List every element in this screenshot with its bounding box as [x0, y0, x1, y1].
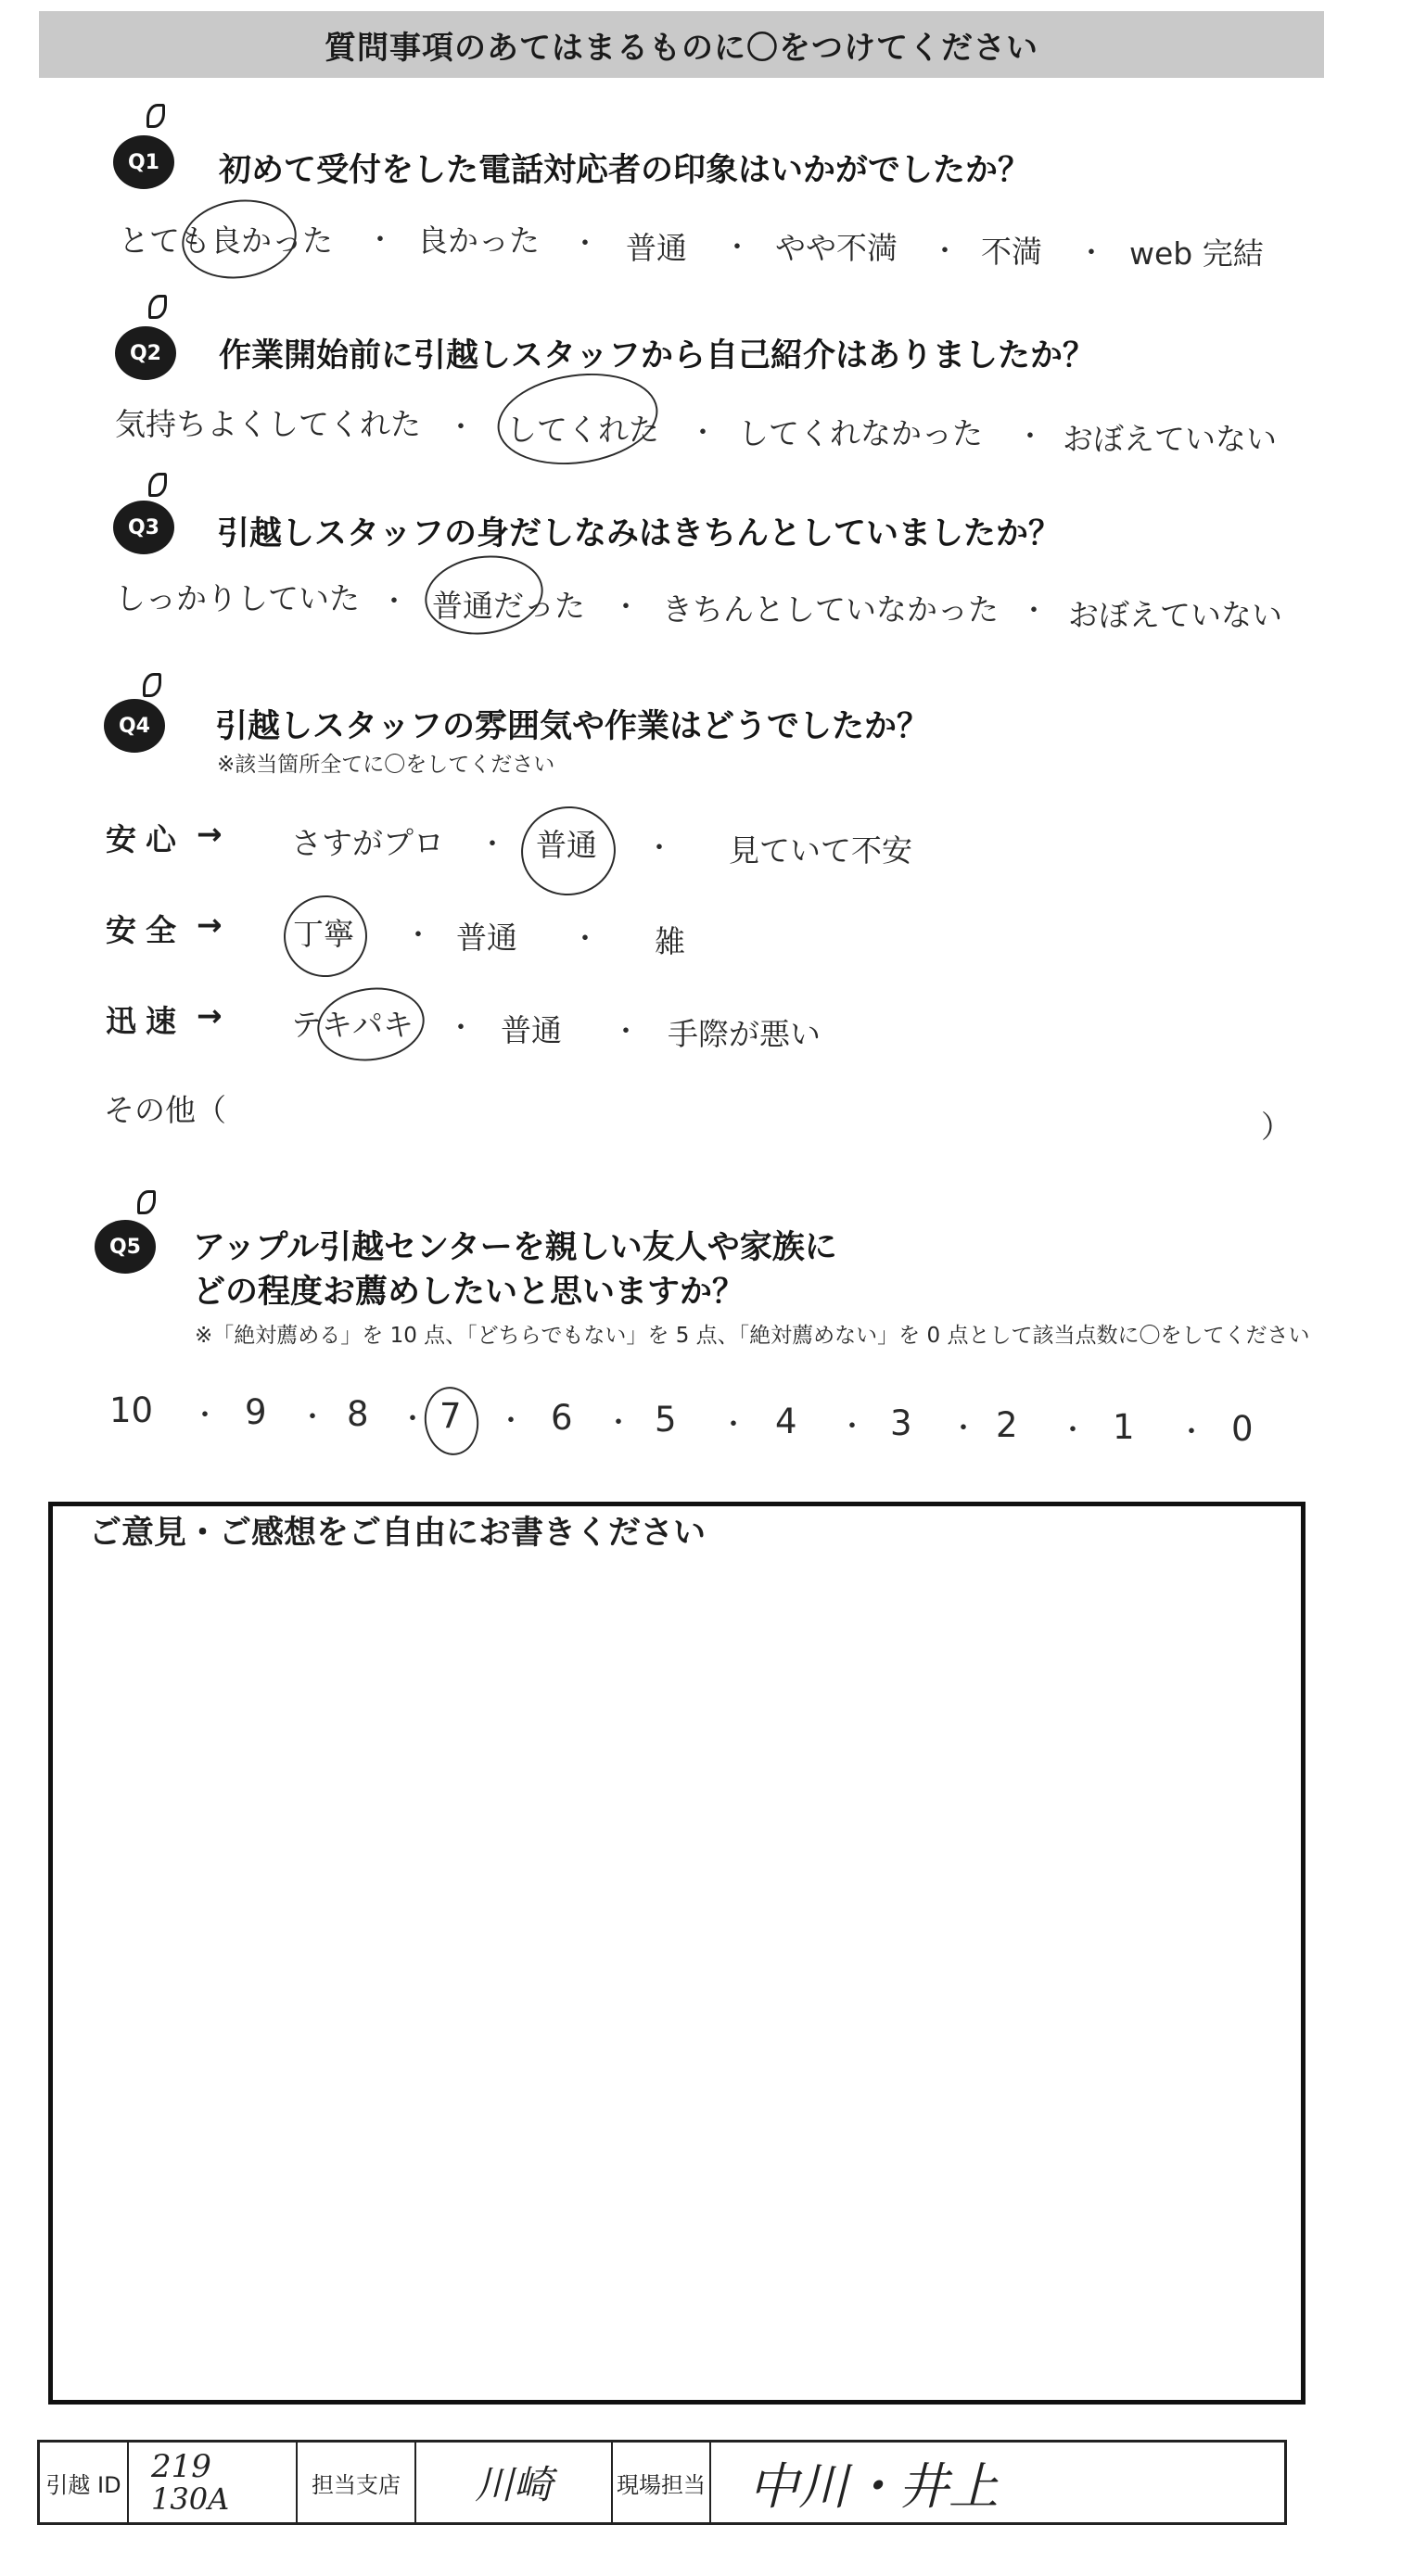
q3-option-1[interactable]: しっかりしていた — [115, 580, 360, 616]
q5-score-3[interactable]: 3 — [890, 1403, 912, 1443]
separator: ・ — [720, 1409, 747, 1441]
q4-anzen-answer-circle — [278, 890, 372, 983]
separator: ・ — [380, 586, 408, 618]
branch-value[interactable]: 川崎 — [416, 2443, 613, 2522]
q3-answer-circle — [420, 549, 548, 642]
q1-question: 初めて受付をした電話対応者の印象はいかがでしたか？ — [219, 152, 1031, 189]
q5-score-8[interactable]: 8 — [347, 1394, 369, 1434]
q2-answer-circle — [491, 363, 664, 474]
q2-option-3[interactable]: してくれなかった — [738, 415, 983, 451]
separator: ・ — [1178, 1416, 1205, 1449]
q1-option-5[interactable]: 不満 — [981, 234, 1042, 270]
q1-option-4[interactable]: やや不満 — [775, 230, 898, 266]
apple-leaf-icon — [146, 104, 165, 128]
q5-score-1[interactable]: 1 — [1113, 1407, 1135, 1447]
apple-leaf-icon — [148, 473, 167, 497]
q1-option-1[interactable]: とても良かった — [119, 222, 333, 259]
separator: ・ — [571, 228, 599, 260]
move-id-value[interactable]: 219 130A — [129, 2443, 298, 2522]
q4-badge: Q4 — [104, 699, 165, 753]
separator: ・ — [497, 1405, 525, 1438]
q1-answer-circle — [177, 193, 301, 286]
separator: ・ — [447, 1012, 475, 1045]
separator: ・ — [838, 1411, 866, 1443]
footer-table — [37, 2440, 1287, 2525]
q5-score-6[interactable]: 6 — [551, 1398, 573, 1438]
q5-score-0[interactable]: 0 — [1231, 1409, 1254, 1449]
q4-anzen-option-1[interactable]: 丁寧 — [293, 916, 354, 952]
arrow-icon: → — [197, 816, 223, 852]
q4-jinsoku-option-3[interactable]: 手際が悪い — [668, 1016, 821, 1052]
separator: ・ — [723, 232, 751, 264]
separator: ・ — [404, 920, 432, 952]
separator: ・ — [931, 235, 959, 268]
branch-label: 担当支店 — [298, 2443, 416, 2522]
q4-anzen-option-3[interactable]: 雑 — [655, 923, 685, 959]
q1-option-3[interactable]: 普通 — [626, 230, 687, 266]
q4-question: 引越しスタッフの雰囲気や作業はどうでしたか？ — [215, 708, 930, 745]
separator: ・ — [447, 412, 475, 444]
q5-badge: Q5 — [95, 1220, 156, 1274]
q4-anshin-option-1[interactable]: さすがプロ — [291, 825, 444, 861]
q5-score-10[interactable]: 10 — [109, 1390, 154, 1430]
q4-jinsoku-answer-circle — [312, 981, 429, 1067]
q4-anshin-option-2[interactable]: 普通 — [536, 827, 597, 863]
separator: ・ — [1059, 1415, 1087, 1447]
q5-question-line1: アップル引越センターを親しい友人や家族に — [193, 1229, 837, 1266]
q4-other-label: その他（ — [104, 1092, 226, 1128]
staff-label: 現場担当 — [613, 2443, 711, 2522]
separator: ・ — [605, 1407, 632, 1440]
separator: ・ — [478, 829, 506, 861]
q2-option-1[interactable]: 気持ちよくしてくれた — [115, 406, 421, 442]
comments-box[interactable] — [48, 1502, 1305, 2405]
separator: ・ — [645, 832, 673, 865]
q5-score-9[interactable]: 9 — [245, 1392, 267, 1432]
q4-anzen-option-2[interactable]: 普通 — [456, 920, 517, 956]
q2-option-4[interactable]: おぼえていない — [1063, 421, 1277, 457]
instructions-title: 質問事項のあてはまるものに〇をつけてください — [325, 29, 1038, 67]
separator: ・ — [689, 417, 717, 450]
q1-option-6[interactable]: web 完結 — [1129, 235, 1264, 272]
comments-title: ご意見・ご感想をご自由にお書きください — [89, 1515, 707, 1552]
separator: ・ — [949, 1413, 977, 1445]
separator: ・ — [366, 224, 394, 257]
q2-option-2[interactable]: してくれた — [506, 412, 659, 448]
arrow-icon: → — [197, 997, 223, 1034]
q4-row-label-anzen: 安全 — [106, 912, 185, 948]
q2-badge: Q2 — [115, 326, 176, 380]
q3-option-3[interactable]: きちんとしていなかった — [662, 591, 999, 628]
separator: ・ — [1020, 595, 1048, 628]
q5-question-line2: どの程度お薦めしたいと思いますか？ — [193, 1274, 745, 1311]
apple-leaf-icon — [143, 673, 161, 697]
q3-question: 引越しスタッフの身だしなみはきちんとしていましたか？ — [217, 515, 1062, 552]
separator: ・ — [1016, 421, 1044, 453]
move-id-label: 引越 ID — [40, 2443, 129, 2522]
arrow-icon: → — [197, 907, 223, 943]
q4-anshin-option-3[interactable]: 見ていて不安 — [729, 832, 912, 869]
apple-leaf-icon — [148, 295, 167, 319]
q4-anshin-answer-circle — [516, 800, 621, 901]
separator: ・ — [191, 1400, 219, 1432]
q4-jinsoku-option-1[interactable]: テキパキ — [291, 1007, 414, 1043]
staff-value[interactable]: 中川・井上 — [748, 2456, 999, 2516]
separator: ・ — [612, 591, 640, 624]
q5-score-5[interactable]: 5 — [655, 1400, 677, 1440]
q1-badge: Q1 — [113, 135, 174, 189]
apple-leaf-icon — [137, 1190, 156, 1214]
q5-score-4[interactable]: 4 — [775, 1402, 797, 1441]
q5-score-7[interactable]: 7 — [439, 1396, 462, 1436]
q4-note: ※該当箇所全てに〇をしてください — [217, 753, 555, 777]
separator: ・ — [1077, 237, 1105, 270]
q4-row-label-anshin: 安心 — [106, 821, 185, 857]
q2-question: 作業開始前に引越しスタッフから自己紹介はありましたか？ — [219, 337, 1096, 374]
separator: ・ — [612, 1016, 640, 1048]
q5-answer-circle — [420, 1383, 483, 1458]
q1-option-2[interactable]: 良かった — [417, 222, 540, 259]
q4-jinsoku-option-2[interactable]: 普通 — [501, 1012, 562, 1048]
instructions-header — [39, 11, 1324, 78]
q4-row-label-jinsoku: 迅速 — [106, 1003, 185, 1039]
q5-note: ※「絶対薦める」を 10 点、「どちらでもない」を 5 点、「絶対薦めない」を 0 点として該当点数に〇をしてください — [195, 1324, 1310, 1348]
q3-option-2[interactable]: 普通だった — [432, 588, 585, 624]
q4-other-close: ） — [1261, 1109, 1292, 1145]
separator: ・ — [399, 1403, 427, 1436]
q3-option-4[interactable]: おぼえていない — [1068, 597, 1282, 633]
q5-score-2[interactable]: 2 — [996, 1405, 1018, 1445]
q3-badge: Q3 — [113, 501, 174, 554]
separator: ・ — [299, 1402, 326, 1434]
separator: ・ — [571, 923, 599, 956]
